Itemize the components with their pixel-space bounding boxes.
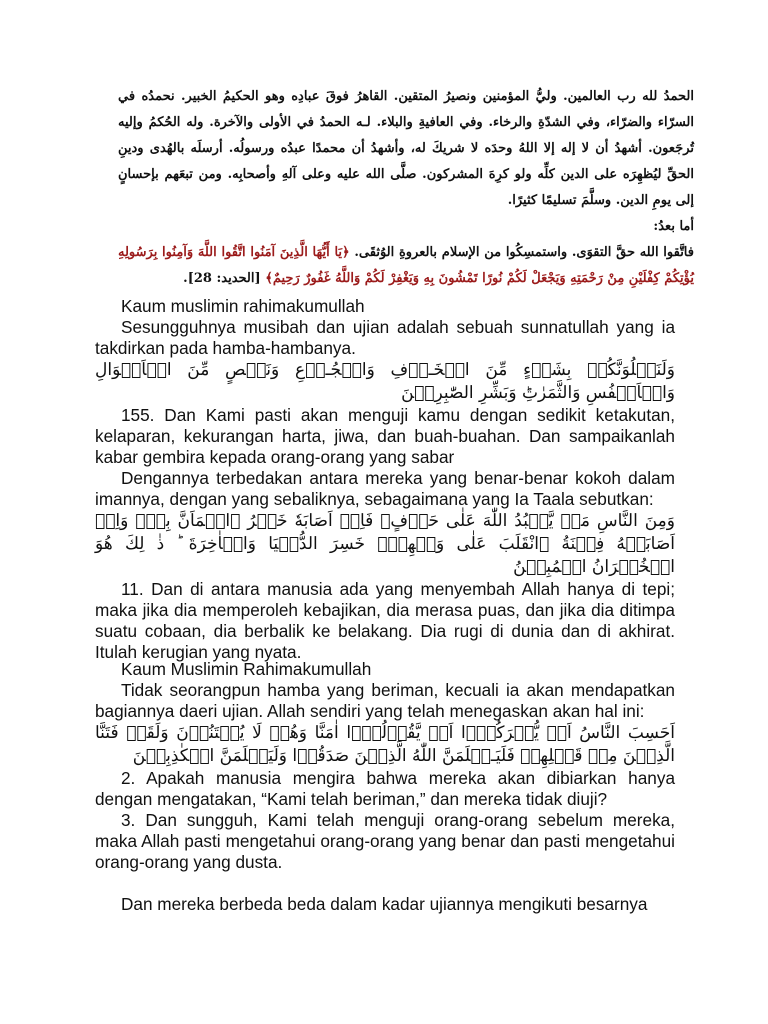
intro-paragraph: Sesungguhnya musibah dan ujian adalah sebuah sunnatullah yang ia takdirkan pada hamba-hambanya. xyxy=(95,317,675,358)
section-ujian xyxy=(95,659,675,915)
explanation-paragraph: Dengannya terbedakan antara mereka yang benar-benar kokoh dalam imannya, dengan yang sebaliknya, sebagaimana yang Ia Taala sebutkan: xyxy=(95,468,675,509)
amma-bad-line: أما بعدُ: xyxy=(653,219,694,234)
greeting-heading: Kaum muslimin rahimakumullah xyxy=(121,296,365,316)
verse-reference: [الحديد: 28]. xyxy=(183,271,261,286)
taqwa-exhortation: فاتَّقوا الله حقَّ التقوَى. واستمسِكُوا من الإسلام بالعروةِ الوُثقَى. xyxy=(354,245,694,260)
section-musibah xyxy=(95,296,675,663)
arabic-opening-khutbah xyxy=(118,84,694,292)
khutbah-praise-paragraph: الحمدُ لله رب العالمين. وليُّ المؤمنين ونصيرُ المتقين. القاهرُ فوقَ عبادِه وهو الحكيمُ الخبير. نحمدُه في السرّاء والضرّاء، وفي الشدّةِ والرخاء. وفي العافيةِ والبلاء. لـه الحمدُ في الأولى والآخرة. وله الحُكمُ وإليه تُرجَعون. أشهدُ أن لا إله إلا اللهُ وحدَه لا شريكَ له، وأشهدُ أن محمدًا عبدُه ورسولُه. أرسلَه بالهُدى ودينِ الحقِّ ليُظهِرَه على الدين كلِّه ولو كرِهَ المشركون. صلَّى الله عليه وعلى آلهِ وأصحابِه. ومن تبعَهم بإحسانٍ إلى يومِ الدين. وسلَّمَ تسليمًا كثيرًا. xyxy=(118,89,694,208)
translation-2: 2. Apakah manusia mengira bahwa mereka akan dibiarkan hanya dengan mengatakan, “Kami telah beriman,” dan mereka tidak diuji? xyxy=(95,768,675,809)
translation-11: 11. Dan di antara manusia ada yang menyembah Allah hanya di tepi; maka jika dia memperoleh kebajikan, dia merasa puas, dan jika dia ditimpa suatu cobaan, dia berbalik ke belakang. Dia rugi di dunia dan di akhirat. Itulah kerugian yang nyata. xyxy=(95,579,675,662)
quran-verse-al-baqarah-155: وَلَنَبۡلُوَنَّكُمۡ بِشَىۡءٍ مِّنَ الۡخَـوۡفِ وَالۡجُـوۡعِ وَنَقۡصٍ مِّنَ الۡاَمۡوَالِ وَالۡاَنۡفُسِ وَالثَّمَرٰتِ‌ؕ وَبَشِّرِ الصّٰبِرِيۡنَ xyxy=(95,360,675,403)
closing-paragraph: Dan mereka berbeda beda dalam kadar ujiannya mengikuti besarnya xyxy=(121,894,648,914)
translation-155: 155. Dan Kami pasti akan menguji kamu dengan sedikit ketakutan, kelaparan, kekurangan harta, jiwa, dan buah-buahan. Dan sampaikanlah kabar gembira kepada orang-orang yang sabar xyxy=(95,405,675,467)
ujian-paragraph: Tidak seorangpun hamba yang beriman, kecuali ia akan mendapatkan bagiannya daeri ujian. Allah sendiri yang telah menegaskan akan hal ini: xyxy=(95,680,675,721)
taqwa-paragraph xyxy=(118,240,694,292)
paragraph-gap xyxy=(95,873,675,894)
greeting-heading-2: Kaum Muslimin Rahimakumullah xyxy=(121,659,372,679)
verse-al-hadid-28: ﴿يَا أَيُّهَا الَّذِينَ آمَنُوا اتَّقُوا اللَّهَ وَآمِنُوا بِرَسُولِهِ يُؤْتِكُمْ كِفْلَيْنِ مِنْ رَحْمَتِهِ وَيَجْعَلْ لَكُمْ نُورًا تَمْشُونَ بِهِ وَيَغْفِرْ لَكُمْ وَاللَّهُ غَفُورٌ رَحِيمٌ﴾ xyxy=(118,245,694,286)
quran-verse-al-hajj-11: وَمِنَ النَّاسِ مَنۡ يَّعۡبُدُ اللّٰهَ عَلٰى حَرۡفٍ‌ۚ فَاِنۡ اَصَابَهٗ خَيۡرُ ۨاطۡمَاَنَّ بِهٖ‌ۚ وَاِنۡ اَصَابَتۡهُ فِتۡنَةُ ۨانْقَلَبَ عَلٰى وَجۡهِهٖ‌ۚ خَسِرَ الدُّنۡيَا وَالۡاٰخِرَةَ‌ ؕ ذٰ لِكَ هُوَ الۡخُسۡرَانُ الۡمُبِيۡنُ xyxy=(95,511,675,577)
translation-3: 3. Dan sungguh, Kami telah menguji orang-orang sebelum mereka, maka Allah pasti mengetahui orang-orang yang benar dan pasti mengetahui orang-orang yang dusta. xyxy=(95,810,675,872)
quran-verse-al-ankabut-2-3: اَحَسِبَ النَّاسُ اَنۡ يُّتۡرَكُوۡۤا اَنۡ يَّقُوۡلُوۡۤا اٰمَنَّا وَهُمۡ لَا يُفۡتَنُوۡنَ وَلَقَدۡ فَتَنَّا الَّذِيۡنَ مِنۡ قَبۡلِهِمۡ‌ فَلَيَـعۡلَمَنَّ اللّٰهُ الَّذِيۡنَ صَدَقُوۡا وَلَيَعۡلَمَنَّ الۡكٰذِبِيۡنَ xyxy=(95,723,675,766)
